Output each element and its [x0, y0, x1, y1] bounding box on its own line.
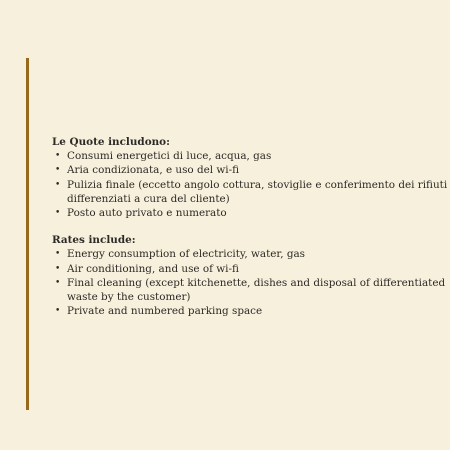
english-list	[52, 247, 450, 318]
italian-list	[52, 149, 450, 220]
list-item: • Final cleaning (except kitchenette, dishes and disposal of differentiated waste by the customer)	[67, 276, 450, 304]
list-item: • Consumi energetici di luce, acqua, gas	[67, 149, 450, 163]
list-item: • Aria condizionata, e uso del wi-fi	[67, 163, 450, 177]
list-item: • Private and numbered parking space	[67, 304, 450, 318]
italian-section	[52, 135, 450, 220]
list-item: • Air conditioning, and use of wi-fi	[67, 262, 450, 276]
section-title-english: Rates include:	[52, 234, 136, 247]
section-title-italian: Le Quote includono:	[52, 136, 170, 148]
accent-bar	[26, 58, 29, 410]
content	[52, 135, 450, 318]
english-section	[52, 233, 450, 318]
list-item: • Energy consumption of electricity, water, gas	[67, 247, 450, 261]
list-item: • Posto auto privato e numerato	[67, 206, 450, 220]
list-item: • Pulizia finale (eccetto angolo cottura, stoviglie e conferimento dei rifiuti differenziati a cura del cliente)	[67, 178, 450, 206]
